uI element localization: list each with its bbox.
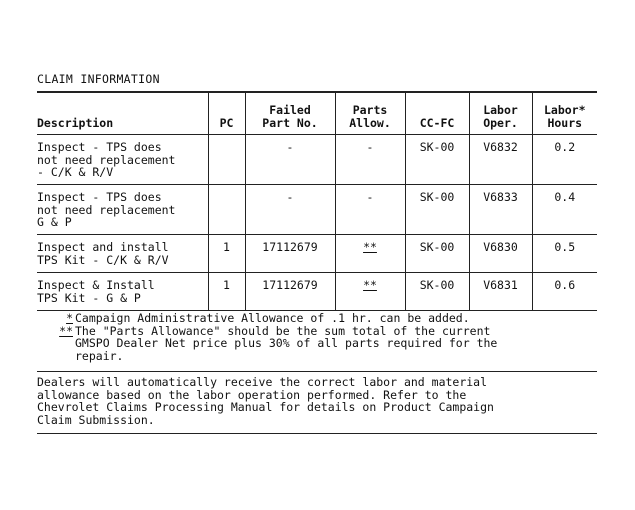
table-row xyxy=(37,135,597,185)
header-failed-part-no-line2: Part No. xyxy=(262,115,318,130)
paragraph-bottom-rule xyxy=(37,433,597,434)
header-labor-oper-line1: Labor xyxy=(483,103,518,117)
footnote-mark: ** xyxy=(59,323,73,338)
footnote xyxy=(37,325,597,363)
table-row xyxy=(37,235,597,273)
cell-description xyxy=(37,235,208,273)
header-parts-allow-line1: Parts xyxy=(352,103,388,117)
cell-failed-part-no: 17112679 xyxy=(245,235,335,273)
description-line: TPS Kit - G & P xyxy=(37,290,141,305)
cell-pc xyxy=(208,185,245,235)
cell-failed-part-no: 17112679 xyxy=(245,273,335,311)
description-line: G & P xyxy=(37,215,72,229)
cell-cc-fc: SK-00 xyxy=(405,185,469,235)
table-row xyxy=(37,185,597,235)
cell-labor-oper: V6833 xyxy=(469,185,532,235)
paragraph-line: allowance based on the labor operation performed. Refer to the xyxy=(37,387,467,402)
cell-labor-oper: V6832 xyxy=(469,135,532,185)
description-line: Inspect - TPS does xyxy=(37,190,162,204)
dealer-paragraph xyxy=(37,376,597,426)
header-failed-part-no xyxy=(245,92,335,135)
cell-parts-allow xyxy=(335,235,405,273)
footnote-line: The "Parts Allowance" should be the sum total of the current xyxy=(75,323,491,338)
header-parts-allow-line2: Allow. xyxy=(349,115,391,130)
footnotes xyxy=(37,312,597,362)
header-labor-hours-line1: Labor* xyxy=(543,103,586,117)
cell-cc-fc: SK-00 xyxy=(405,273,469,311)
parts-allow-mark: ** xyxy=(363,240,377,254)
cell-pc: 1 xyxy=(208,235,245,273)
paragraph-line: Claim Submission. xyxy=(37,412,155,427)
description-line: Inspect - TPS does xyxy=(37,140,162,154)
cell-description xyxy=(37,135,208,185)
description-line: not need replacement xyxy=(37,202,176,217)
cell-parts-allow xyxy=(335,273,405,311)
cell-description xyxy=(37,273,208,311)
footnote-line: Campaign Administrative Allowance of .1 hr. can be added. xyxy=(75,311,470,325)
description-line: Inspect and install xyxy=(37,240,169,254)
notes-bottom-rule xyxy=(37,371,597,372)
description-line: TPS Kit - C/K & R/V xyxy=(37,252,169,267)
description-line: Inspect & Install xyxy=(37,278,155,292)
cell-labor-hours: 0.4 xyxy=(532,185,597,235)
header-parts-allow xyxy=(335,92,405,135)
table-header-row xyxy=(37,92,597,135)
header-labor-hours-line2: Hours xyxy=(547,115,583,130)
cell-failed-part-no: - xyxy=(245,185,335,235)
cell-pc xyxy=(208,135,245,185)
table-row xyxy=(37,273,597,311)
paragraph-line: Chevrolet Claims Processing Manual for details on Product Campaign xyxy=(37,400,494,414)
cell-cc-fc: SK-00 xyxy=(405,135,469,185)
header-pc: PC xyxy=(208,92,245,135)
description-line: - C/K & R/V xyxy=(37,165,114,179)
paragraph-line: Dealers will automatically receive the correct labor and material xyxy=(37,375,488,389)
section-title: CLAIM INFORMATION xyxy=(37,72,160,86)
header-failed-part-no-line1: Failed xyxy=(269,103,311,117)
cell-labor-hours: 0.5 xyxy=(532,235,597,273)
claim-table xyxy=(37,92,597,311)
parts-allow-mark: ** xyxy=(363,278,377,292)
footnote-mark: * xyxy=(66,311,73,325)
cell-description xyxy=(37,185,208,235)
cell-pc: 1 xyxy=(208,273,245,311)
header-labor-oper-line2: Oper. xyxy=(483,115,518,130)
header-labor-oper xyxy=(469,92,532,135)
header-description: Description xyxy=(37,92,208,135)
footnote xyxy=(37,312,597,325)
cell-labor-hours: 0.6 xyxy=(532,273,597,311)
cell-parts-allow: - xyxy=(335,185,405,235)
cell-labor-oper: V6831 xyxy=(469,273,532,311)
footnote-line: repair. xyxy=(75,348,124,363)
header-cc-fc: CC-FC xyxy=(405,92,469,135)
footnote-line: GMSPO Dealer Net price plus 30% of all parts required for the xyxy=(75,336,498,350)
cell-cc-fc: SK-00 xyxy=(405,235,469,273)
header-labor-hours xyxy=(532,92,597,135)
cell-labor-hours: 0.2 xyxy=(532,135,597,185)
cell-parts-allow: - xyxy=(335,135,405,185)
cell-failed-part-no: - xyxy=(245,135,335,185)
description-line: not need replacement xyxy=(37,152,176,167)
cell-labor-oper: V6830 xyxy=(469,235,532,273)
